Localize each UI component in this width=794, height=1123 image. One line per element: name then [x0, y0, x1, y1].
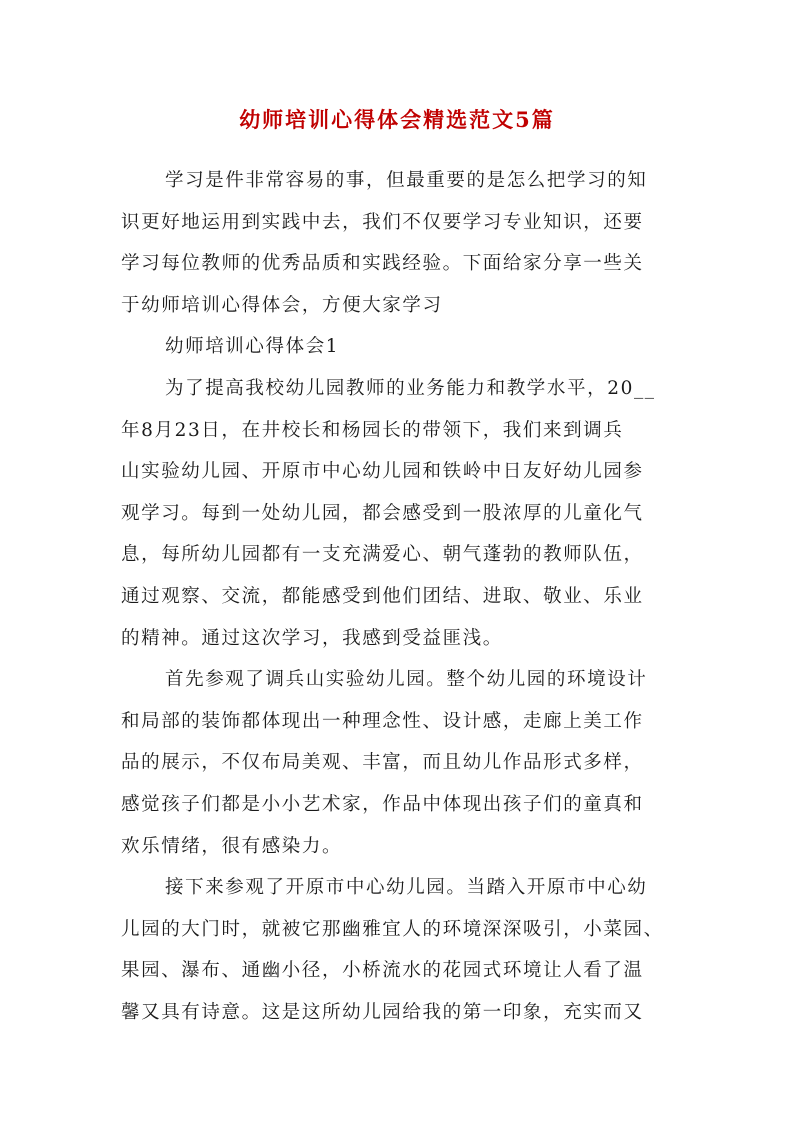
paragraph-line: 感觉孩子们都是小小艺术家，作品中体现出孩子们的童真和 [121, 793, 644, 815]
paragraph-line: 年8月23日，在井校长和杨园长的带领下，我们来到调兵 [121, 419, 624, 441]
paragraph-line: 学习每位教师的优秀品质和实践经验。下面给家分享一些关 [121, 253, 644, 275]
paragraph-line: 馨又具有诗意。这是这所幼儿园给我的第一印象，充实而又 [121, 1001, 644, 1023]
paragraph-line: 品的展示，不仅布局美观、丰富，而且幼儿作品形式多样， [121, 752, 644, 774]
document-body [121, 160, 677, 1033]
paragraph-line: 观学习。每到一处幼儿园，都会感受到一股浓厚的儿童化气 [121, 502, 644, 524]
paragraph-line: 接下来参观了开原市中心幼儿园。当踏入开原市中心幼 [165, 877, 648, 899]
section-heading: 幼师培训心得体会1 [165, 336, 340, 358]
paragraph-line: 欢乐情绪，很有感染力。 [121, 835, 343, 857]
paragraph-line: 首先参观了调兵山实验幼儿园。整个幼儿园的环境设计 [165, 669, 648, 691]
paragraph-line: 息，每所幼儿园都有一支充满爱心、朝气蓬勃的教师队伍， [121, 544, 644, 566]
paragraph-line: 果园、瀑布、通幽小径，小桥流水的花园式环境让人看了温 [121, 960, 644, 982]
paragraph-line: 通过观察、交流，都能感受到他们团结、进取、敬业、乐业 [121, 585, 644, 607]
paragraph-line: 山实验幼儿园、开原市中心幼儿园和铁岭中日友好幼儿园参 [121, 461, 644, 483]
paragraph-line: 的精神。通过这次学习，我感到受益匪浅。 [121, 627, 503, 649]
paragraph-line: 识更好地运用到实践中去，我们不仅要学习专业知识，还要 [121, 211, 644, 233]
paragraph-line: 和局部的装饰都体现出一种理念性、设计感，走廊上美工作 [121, 710, 644, 732]
document-title: 幼师培训心得体会精选范文5篇 [239, 107, 555, 132]
paragraph-line: 儿园的大门时，就被它那幽雅宜人的环境深深吸引，小菜园、 [121, 918, 664, 940]
paragraph-line: 为了提高我校幼儿园教师的业务能力和教学水平，20__ [165, 377, 656, 399]
paragraph-line: 学习是件非常容易的事，但最重要的是怎么把学习的知 [165, 170, 648, 191]
paragraph-line: 于幼师培训心得体会，方便大家学习 [121, 294, 443, 316]
